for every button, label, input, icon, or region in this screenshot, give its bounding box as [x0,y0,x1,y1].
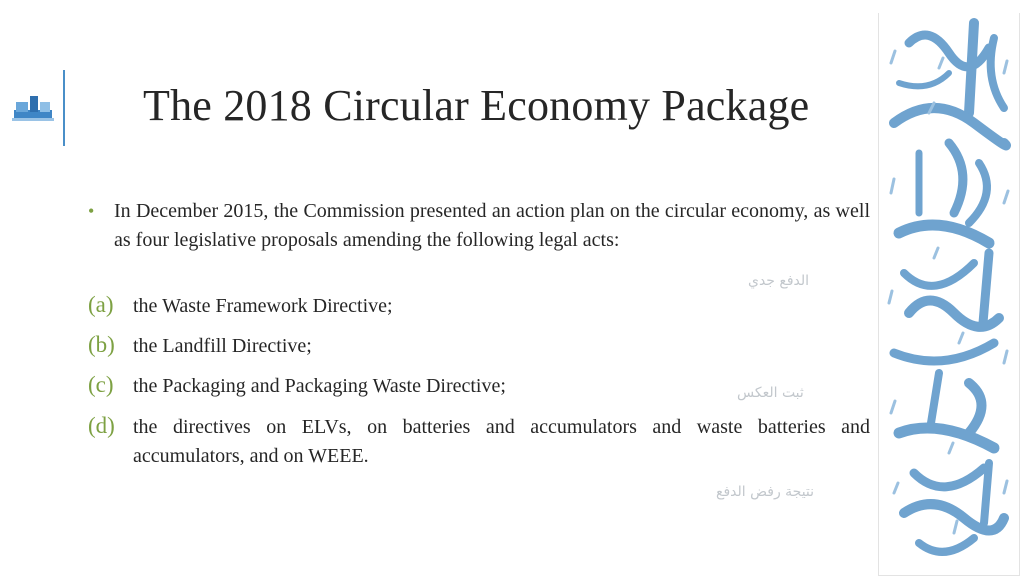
calligraphy-icon [879,13,1019,575]
list-item [88,413,870,471]
arabic-calligraphy-panel [878,13,1020,576]
list-item-text: the Landfill Directive; [133,335,312,357]
watermark-text: نتيجة رفض الدفع [716,484,815,500]
slide-title: The 2018 Circular Economy Package [143,81,810,130]
list-marker: (c) [88,372,114,397]
watermark-text: ثبت العكس [737,385,804,401]
list-marker: (a) [88,292,114,317]
list-item-text: the Waste Framework Directive; [133,295,393,317]
watermark-text: الدفع جدي [748,273,810,289]
list-item-text: the Packaging and Packaging Waste Directive; [133,375,506,397]
list-item [88,332,870,361]
bullet-icon: • [88,201,95,221]
title-divider-line [63,70,65,146]
list-item [88,292,870,321]
intro-paragraph [88,197,870,255]
list-item-text: the directives on ELVs, on batteries and accumulators and waste batteries and accumulators, and on WEEE. [133,416,870,467]
intro-text: In December 2015, the Commission presented an action plan on the circular economy, as well as four legislative proposals amending the following legal acts: [114,200,870,251]
organization-logo-icon [12,90,56,126]
list-marker: (b) [88,332,115,357]
list-marker: (d) [88,413,115,438]
